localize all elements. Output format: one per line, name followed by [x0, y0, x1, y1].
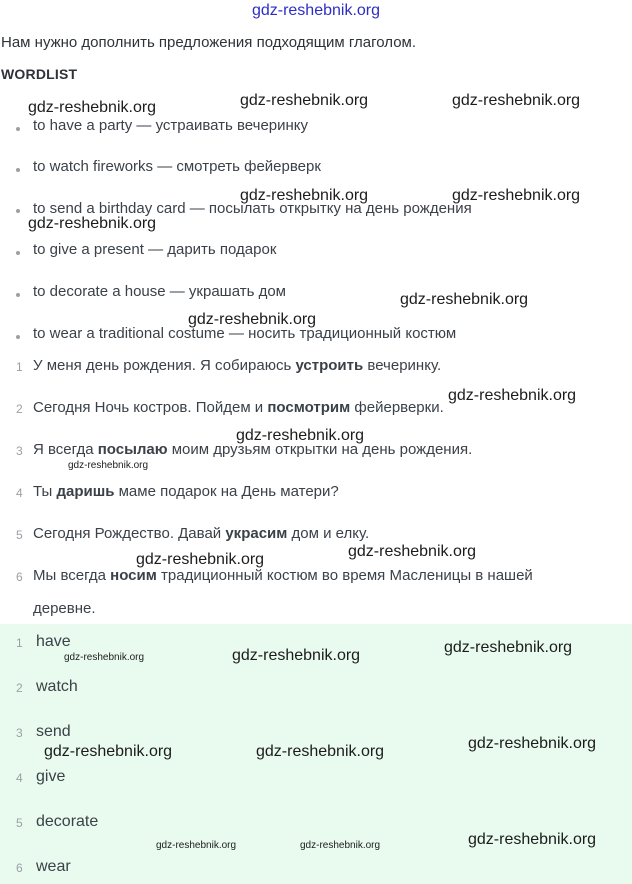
watermark: gdz-reshebnik.org [188, 311, 317, 328]
sentence-text: Сегодня Ночь костров. Пойдем и [33, 399, 268, 416]
wordlist-item: to watch fireworks — смотреть фейерверк [33, 158, 321, 175]
watermark: gdz-reshebnik.org [240, 92, 369, 109]
sentence-text: Я всегда [33, 441, 98, 458]
answer-number: 4 [16, 771, 23, 785]
answer-item: send [36, 723, 71, 740]
answer-number: 6 [16, 861, 23, 875]
watermark: gdz-reshebnik.org [68, 460, 149, 471]
sentence-text: У меня день рождения. Я собираюсь [33, 357, 296, 374]
sentence-text: Ты [33, 483, 57, 500]
intro-text: Нам нужно дополнить предложения подходящим глаголом. [1, 34, 417, 51]
sentence-answer-word: украсим [225, 525, 288, 542]
bullet-dot [16, 293, 20, 297]
watermark: gdz-reshebnik.org [28, 215, 157, 232]
watermark: gdz-reshebnik.org [448, 387, 577, 404]
answer-item: give [36, 768, 66, 785]
bullet-dot [16, 335, 20, 339]
wordlist-item: to have a party — устраивать вечеринку [33, 117, 309, 134]
wordlist-item: to decorate a house — украшать дом [33, 283, 286, 300]
sentence-number: 4 [16, 486, 23, 500]
wordlist-item: to wear a traditional costume — носить традиционный костюм [33, 325, 457, 342]
watermark: gdz-reshebnik.org [348, 543, 477, 560]
answer-item: wear [36, 858, 71, 875]
watermark: gdz-reshebnik.org [468, 831, 597, 848]
sentence-number: 5 [16, 528, 23, 542]
sentence-answer-word: даришь [56, 483, 115, 500]
sentence-answer-word: посмотрим [267, 399, 351, 416]
watermark: gdz-reshebnik.org [452, 92, 581, 109]
sentence-text: традиционный костюм во время Масленицы в нашей [156, 567, 533, 584]
watermark: gdz-reshebnik.org [156, 840, 237, 851]
answer-item: have [36, 633, 71, 650]
bullet-dot [16, 127, 20, 131]
watermark: gdz-reshebnik.org [256, 743, 385, 760]
watermark: gdz-reshebnik.org [240, 187, 369, 204]
sentence-continuation: деревне. [33, 600, 96, 617]
wordlist-title: WORDLIST [1, 66, 78, 82]
sentence-answer-word: устроить [295, 357, 364, 374]
watermark: gdz-reshebnik.org [44, 743, 173, 760]
watermark: gdz-reshebnik.org [64, 652, 145, 663]
sentence [33, 483, 339, 500]
sentence-answer-word: носим [110, 567, 157, 584]
sentence [33, 567, 533, 584]
answer-number: 1 [16, 636, 23, 650]
answer-item: decorate [36, 813, 99, 830]
watermark: gdz-reshebnik.org [300, 840, 381, 851]
sentence [33, 399, 444, 416]
answer-number: 2 [16, 681, 23, 695]
answer-item: watch [36, 678, 78, 695]
sentence-text: дом и елку. [287, 525, 370, 542]
sentence-text: фейерверки. [350, 399, 444, 416]
watermark: gdz-reshebnik.org [236, 427, 365, 444]
sentence-number: 3 [16, 444, 23, 458]
answer-number: 5 [16, 816, 23, 830]
sentence [33, 525, 369, 542]
wordlist-item: to give a present — дарить подарок [33, 241, 277, 258]
sentence-number: 2 [16, 402, 23, 416]
watermark: gdz-reshebnik.org [468, 735, 597, 752]
top-watermark[interactable]: gdz-reshebnik.org [251, 2, 381, 19]
bullet-dot [16, 251, 20, 255]
watermark: gdz-reshebnik.org [452, 187, 581, 204]
answer-number: 3 [16, 726, 23, 740]
sentence-number: 1 [16, 360, 23, 374]
watermark: gdz-reshebnik.org [136, 551, 265, 568]
sentence-text: маме подарок на День матери? [114, 483, 339, 500]
sentence-text: Мы всегда [33, 567, 111, 584]
watermark: gdz-reshebnik.org [28, 99, 157, 116]
sentence-answer-word: посылаю [97, 441, 168, 458]
watermark: gdz-reshebnik.org [444, 639, 573, 656]
watermark: gdz-reshebnik.org [232, 647, 361, 664]
sentence-number: 6 [16, 570, 23, 584]
sentence-text: моим друзьям открытки на день рождения. [167, 441, 473, 458]
watermark: gdz-reshebnik.org [400, 291, 529, 308]
bullet-dot [16, 168, 20, 172]
wordlist-item: to send a birthday card — посылать открытку на день рождения [33, 200, 472, 217]
sentence [33, 357, 441, 374]
sentence-text: вечеринку. [363, 357, 442, 374]
sentence-text: Сегодня Рождество. Давай [33, 525, 226, 542]
bullet-dot [16, 209, 20, 213]
